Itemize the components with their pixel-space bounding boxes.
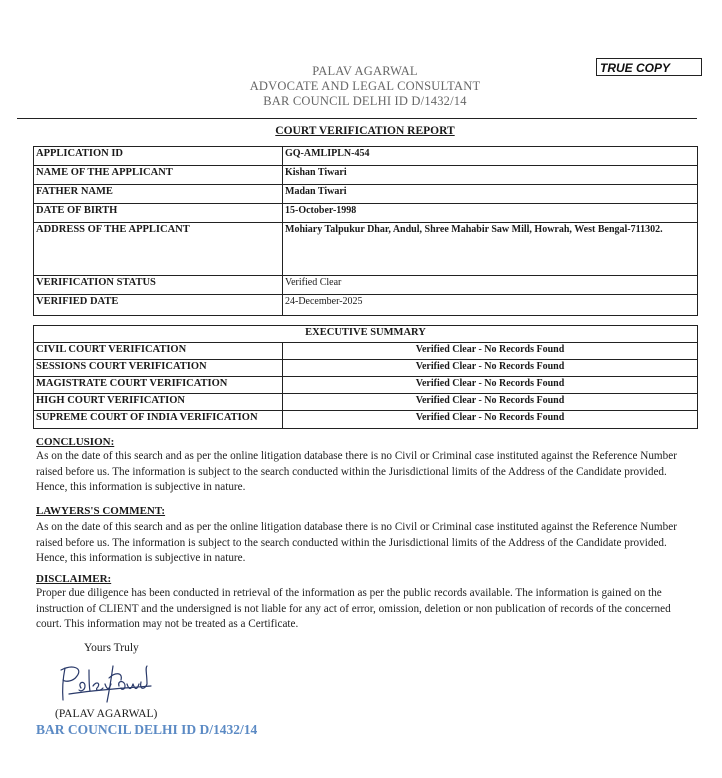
signatory-name: (PALAV AGARWAL) (55, 708, 158, 720)
table-row (34, 326, 698, 343)
summary-label: SUPREME COURT OF INDIA VERIFICATION (34, 411, 283, 429)
handwritten-signature-icon (55, 660, 155, 710)
table-row (34, 343, 698, 360)
table-row (34, 223, 698, 276)
conclusion-text: As on the date of this search and as per the online litigation database there is no Civil or Criminal case instituted against the Reference Number raised before us. The information is subject to the search conducted within the Jurisdictional limits of the Address of the Candidate provided. Hence, this information is subjective in nature. (36, 450, 677, 493)
advocate-name: PALAV AGARWAL (312, 64, 418, 78)
table-row (34, 166, 698, 185)
summary-label: SESSIONS COURT VERIFICATION (34, 360, 283, 377)
table-row (34, 360, 698, 377)
yours-truly: Yours Truly (84, 642, 139, 654)
disclaimer-heading: DISCLAIMER: (36, 573, 112, 585)
detail-label: ADDRESS OF THE APPLICANT (34, 223, 283, 276)
lawyers-comment-heading: LAWYERS'S COMMENT: (36, 505, 166, 517)
true-copy-stamp: TRUE COPY (596, 58, 702, 76)
lawyers-comment-text: As on the date of this search and as per the online litigation database there is no Civil or Criminal case instituted against the Reference Number raised before us. The information is subject to the search conducted within the Jurisdictional limits of the Address of the Candidate provided. Hence, this information is subjective in nature. (36, 521, 677, 564)
summary-heading: EXECUTIVE SUMMARY (34, 326, 698, 343)
summary-value: Verified Clear - No Records Found (283, 360, 698, 377)
table-row (34, 276, 698, 295)
table-row (34, 204, 698, 223)
detail-value: Mohiary Talpukur Dhar, Andul, Shree Mahabir Saw Mill, Howrah, West Bengal-711302. (283, 223, 698, 276)
summary-value: Verified Clear - No Records Found (283, 394, 698, 411)
header-divider (17, 118, 697, 119)
summary-value: Verified Clear - No Records Found (283, 411, 698, 429)
detail-value: Madan Tiwari (283, 185, 698, 204)
detail-value: 24-December-2025 (283, 295, 698, 316)
table-row (34, 377, 698, 394)
applicant-details-table (33, 146, 698, 316)
table-row (34, 185, 698, 204)
advocate-role: ADVOCATE AND LEGAL CONSULTANT (249, 79, 481, 93)
detail-value: Verified Clear (283, 276, 698, 295)
conclusion-heading: CONCLUSION: (36, 436, 115, 448)
detail-value: GQ-AMLIPLN-454 (283, 147, 698, 166)
detail-value: 15-October-1998 (283, 204, 698, 223)
detail-label: NAME OF THE APPLICANT (34, 166, 283, 185)
summary-value: Verified Clear - No Records Found (283, 377, 698, 394)
report-title: COURT VERIFICATION REPORT (275, 125, 455, 137)
detail-label: DATE OF BIRTH (34, 204, 283, 223)
summary-value: Verified Clear - No Records Found (283, 343, 698, 360)
table-row (34, 295, 698, 316)
detail-label: FATHER NAME (34, 185, 283, 204)
executive-summary-table (33, 325, 698, 429)
summary-label: MAGISTRATE COURT VERIFICATION (34, 377, 283, 394)
advocate-bar-id: BAR COUNCIL DELHI ID D/1432/14 (263, 94, 467, 108)
signatory-bar-id: BAR COUNCIL DELHI ID D/1432/14 (36, 722, 258, 737)
detail-value: Kishan Tiwari (283, 166, 698, 185)
summary-label: CIVIL COURT VERIFICATION (34, 343, 283, 360)
summary-label: HIGH COURT VERIFICATION (34, 394, 283, 411)
detail-label: VERIFICATION STATUS (34, 276, 283, 295)
detail-label: APPLICATION ID (34, 147, 283, 166)
table-row (34, 411, 698, 429)
detail-label: VERIFIED DATE (34, 295, 283, 316)
table-row (34, 147, 698, 166)
disclaimer-text: Proper due diligence has been conducted in retrieval of the information as per the public records available. The information is gained on the instruction of CLIENT and the undersigned is not liable for any act of error, omission, deletion or non publication of records of the concerned court. This information may not be treated as a Certificate. (36, 587, 671, 630)
table-row (34, 394, 698, 411)
